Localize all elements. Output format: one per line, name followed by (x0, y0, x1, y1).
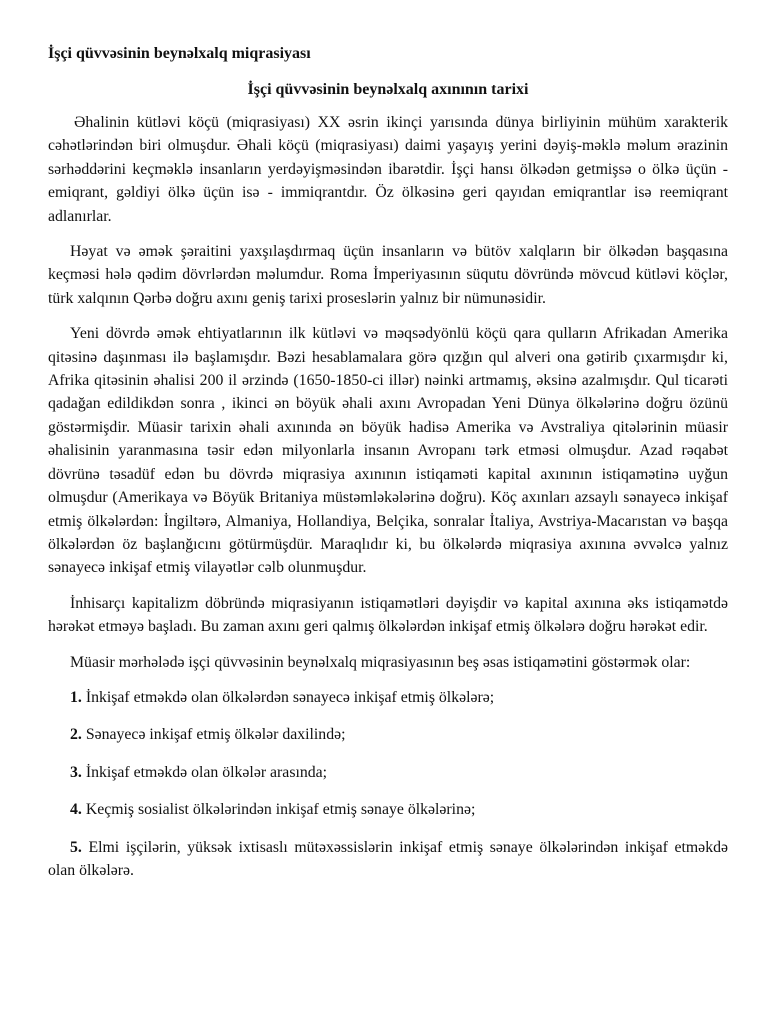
list-text: Elmi işçilərin, yüksək ixtisaslı mütəxəssislərin inkişaf etmiş sənaye ölkələrindən inkişaf etməkdə olan ölkələrə. (48, 838, 729, 879)
section-subtitle: İşçi qüvvəsinin beynəlxalq axınının tarixi (247, 81, 529, 98)
list-item (48, 723, 728, 746)
list-item (48, 761, 728, 784)
list-number: 3. (70, 763, 82, 781)
list-text: Keçmiş sosialist ölkələrindən inkişaf etmiş sənaye ölkələrinə; (85, 801, 476, 819)
document-page (48, 0, 728, 1024)
paragraph-history: Həyat və əmək şəraitini yaxşılaşdırmaq üçün insanların və bütöv xalqların bir ölkədən başqasına keçməsi hələ qədim dövrlərdən məlumdur. Roma İmperiyasının süqutu dövründə mövcud kütləvi köçlər, türk xalqının Qərbə doğru axını geniş tarixi proseslərin yalnız bir nümunəsidir. (48, 243, 728, 307)
list-item (48, 686, 728, 709)
document-title: İşçi qüvvəsinin beynəlxalq miqrasiyası (48, 45, 311, 62)
list-text: İnkişaf etməkdə olan ölkələr arasında; (85, 763, 328, 781)
list-item (48, 798, 728, 821)
paragraph-monopoly: İnhisarçı kapitalizm döbründə miqrasiyanın istiqamətləri dəyişdir və kapital axınına əks istiqamətdə hərəkət etməyə başladı. Bu zaman axını geri qalmış ölkələrdən inkişaf etmiş ölkələrə doğru hərəkət edir. (48, 594, 728, 636)
list-number: 1. (70, 688, 82, 706)
list-number: 5. (70, 838, 82, 856)
list-text: Sənayecə inkişaf etmiş ölkələr daxilində; (85, 726, 346, 744)
list-item (48, 836, 728, 883)
document-body (48, 111, 728, 896)
paragraph-new-era: Yeni dövrdə əmək ehtiyatlarının ilk kütləvi və məqsədyönlü köçü qara qulların Afrikadan Amerika qitəsinə daşınması ilə başlamışdır. Bəzi hesablamalara görə qızğın qul alveri ona gətirib çıxarmışdır ki, Afrika qitəsinin əhalisi 200 il ərzində (1650-1850-ci illər) nəinki artmamış, əksinə azalmışdır. Qul ticarəti qadağan edildikdən sonra , ikinci ən böyük əhali axını Avropadan Yeni Dünya ölkələrinə doğru özünü göstərmişdir. Müasir tarixin əhali axınında ən böyük hadisə Amerika və Avstraliya qitələrinin müasir əhalisinin yaranmasına təsir edən milyonlarla insanın Avropanı tərk etməsi olmuşdur. Azad rəqabət dövrünə təsadüf edən bu dövrdə miqrasiya axınının istiqaməti kapital axınının istiqamətinə uyğun olmuşdur (Amerikaya və Böyük Britaniya müstəmləkələrinə doğru). Köç axınları azsaylı sənayecə inkişaf etmiş ölkələrdən: İngiltərə, Almaniya, Hollandiya, Belçika, sonralar İtaliya, Avstriya-Macarıstan və başqa ölkələrdən öz başlanğıcını götürmüşdür. Maraqlıdır ki, bu ölkələrdə miqrasiya axınına əvvəlcə yalnız sənayecə inkişaf etmiş vilayətlər cəlb olunmuşdur. (48, 325, 728, 577)
paragraph-intro: Əhalinin kütləvi köçü (miqrasiyası) XX əsrin ikinçi yarısında dünya birliyinin mühüm xarakterik cəhətlərindən biri olmuşdur. Əhali köçü (miqrasiyası) daimi yaşayış yerini dəyiş-məklə məlum ərazinin sərhəddərini keçməklə insanların yerdəyişməsindən ibarətdir. İşçi hansı ölkədən getmişsə o ölkə üçün - emiqrant, gəldiyi ölkə üçün isə - immiqrantdır. Öz ölkəsinə geri qayıdan emiqrantlar isə reemiqrant adlanırlar. (48, 114, 728, 225)
paragraph-directions-intro: Müasir mərhələdə işçi qüvvəsinin beynəlxalq miqrasiyasının beş əsas istiqamətini göstərmək olar: (70, 653, 691, 671)
list-number: 2. (70, 726, 82, 744)
list-text: İnkişaf etməkdə olan ölkələrdən sənayecə inkişaf etmiş ölkələrə; (85, 688, 495, 706)
list-number: 4. (70, 801, 82, 819)
